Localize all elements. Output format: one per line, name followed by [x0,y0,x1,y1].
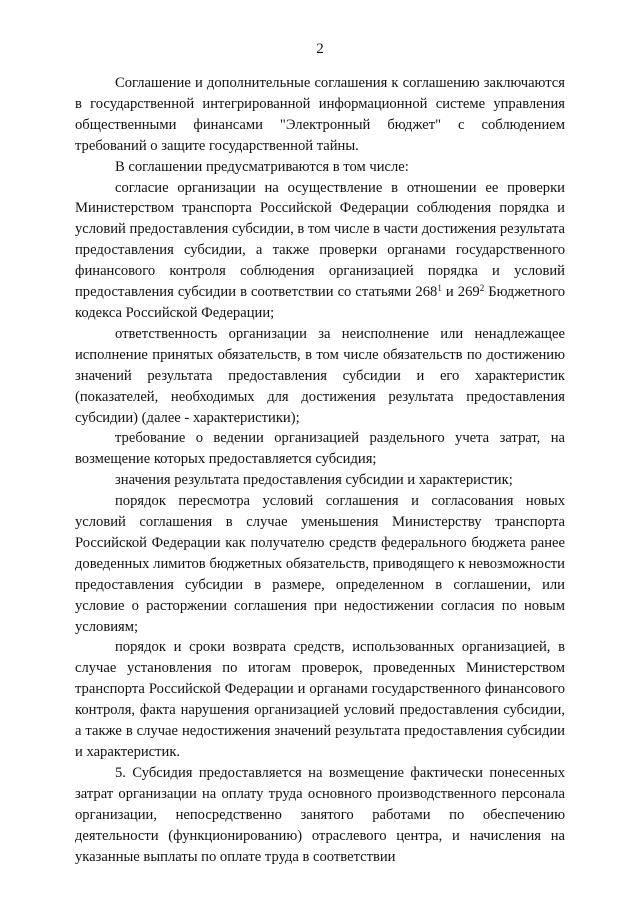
superscript-1: 1 [437,283,442,294]
paragraph-section-5: 5. Субсидия предоставляется на возмещение фактически понесенных затрат организации на оплату труда основного производственного персонала организации, непосредственно занятого работами по обеспечению деятельности (функционированию) отраслевого центра, и начисления на указанные выплаты по оплате труда в соответствии [75,764,565,865]
document-body [75,73,565,867]
paragraph-agreement-provisions: В соглашении предусматриваются в том числе: [115,158,409,175]
paragraph-separate-accounting: требование о ведении организацией раздельного учета затрат, на возмещение которых предоставляется субсидия; [75,430,565,468]
superscript-2: 2 [479,283,485,294]
consent-text: согласие организации на осуществление в отношении ее проверки Министерством транспорта Российской Федерации соблюдения порядка и условий предоставления субсидии, в том числе в части достижения результата предоставления субсидии, а также проверки органами государственного финансового контроля соблюдения организацией порядка и условий предоставления субсидии в соответствии со статьями 268 [75,179,565,301]
consent-text-middle: и 269 [441,284,480,301]
paragraph-consent-to-inspection [75,178,565,324]
paragraph-result-values: значения результата предоставления субсидии и характеристик; [115,472,513,489]
paragraph-refund-procedure: порядок и сроки возврата средств, использованных организацией, в случае установления по итогам проверок, проведенных Министерством транспорта Российской Федерации и органами государственного финансового контроля, факта нарушения организацией условий предоставления субсидии, а также в случае недостижения значений результата предоставления субсидии и характеристик. [75,639,565,760]
paragraph-revision-procedure: порядок пересмотра условий соглашения и согласования новых условий соглашения в случае уменьшения Министерству транспорта Российской Федерации как получателю средств федерального бюджета ранее доведенных лимитов бюджетных обязательств, приводящего к невозможности предоставления субсидии в размере, определенном в соглашении, или условие о расторжении соглашения при недостижении согласия по новым условиям; [75,493,565,635]
paragraph-agreement-system: Соглашение и дополнительные соглашения к соглашению заключаются в государственной интегрированной информационной системе управления общественными финансами "Электронный бюджет" с соблюдением требований о защите государственной тайны. [75,75,565,154]
paragraph-responsibility: ответственность организации за неисполнение или ненадлежащее исполнение принятых обязательств, в том числе обязательств по достижению значений результата предоставления субсидии и его характеристик (показателей, необходимых для достижения результата предоставления субсидии) (далее - характеристики); [75,325,565,426]
page-number: 2 [316,41,324,57]
consent-text-end: Бюджетного кодекса Российской Федерации; [75,284,566,321]
